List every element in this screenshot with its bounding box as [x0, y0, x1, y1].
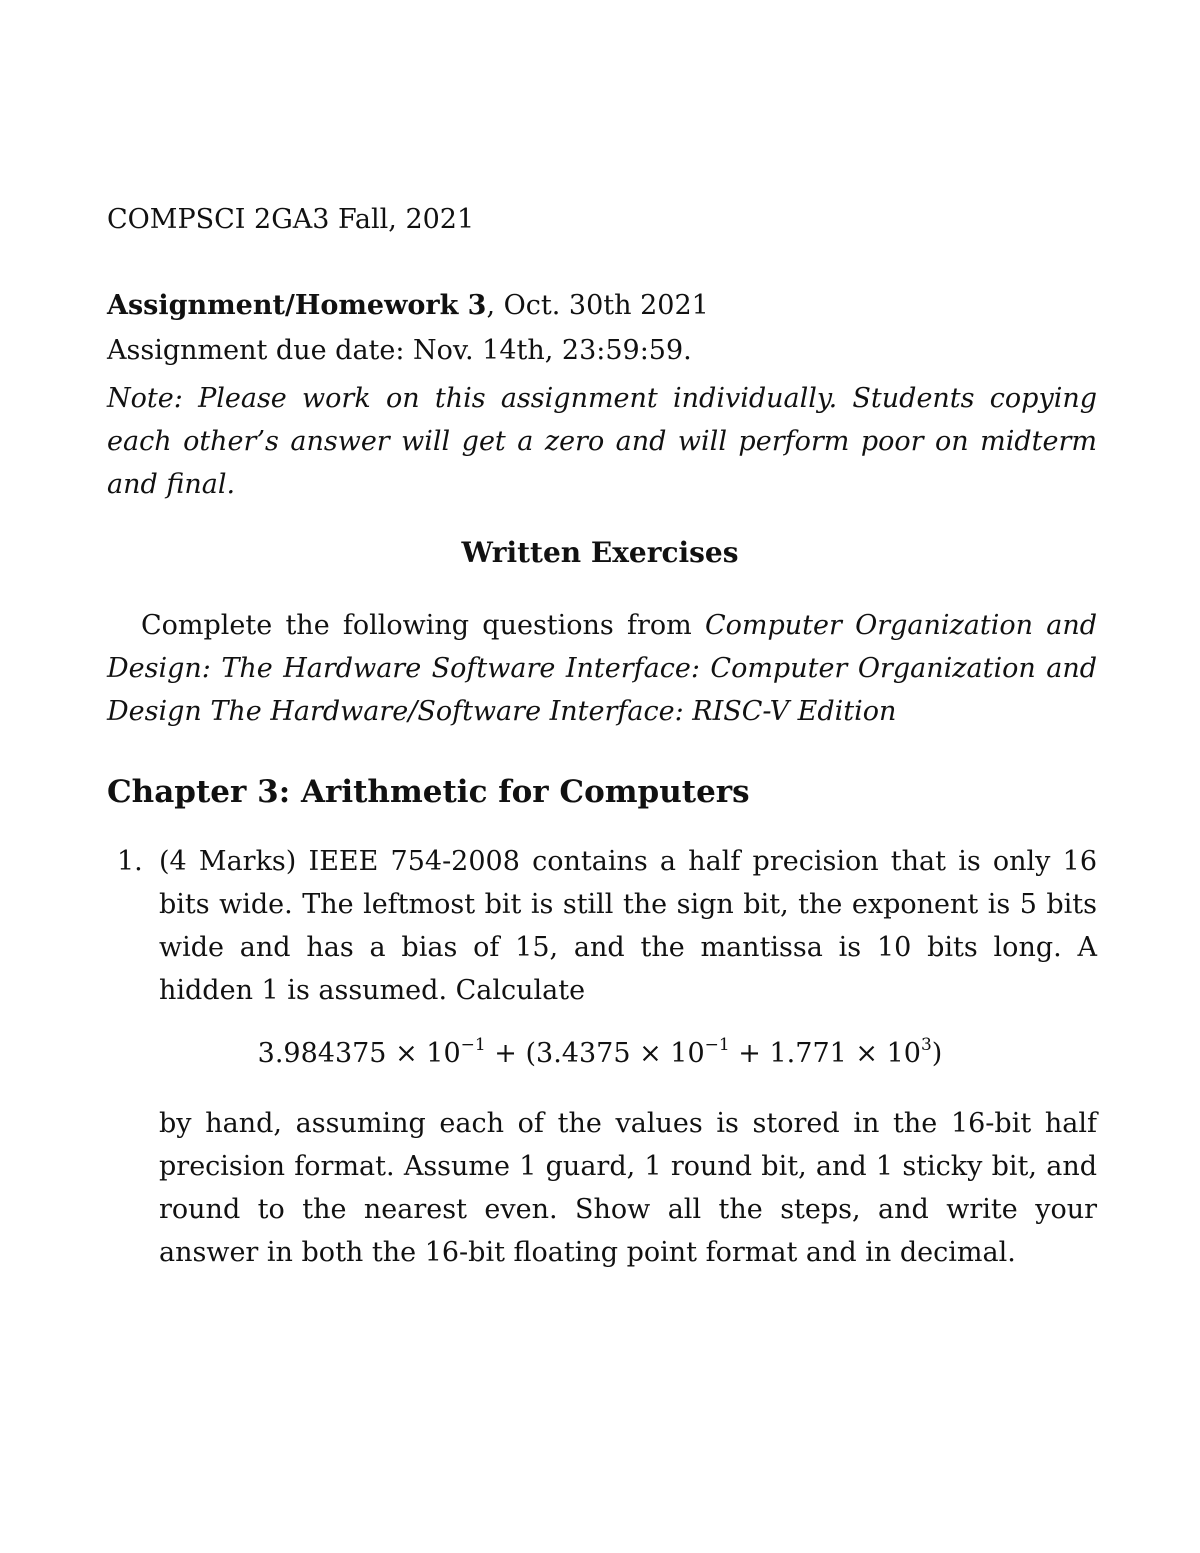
due-date: Assignment due date: Nov. 14th, 23:59:59. [107, 335, 692, 366]
exercises-intro [107, 604, 1097, 733]
assignment-date: , Oct. 30th 2021 [486, 290, 709, 321]
eq-part1: 3.984375 × 10 [257, 1038, 461, 1069]
eq-part3: + 1.771 × 10 [729, 1038, 921, 1069]
eq-exp1: −1 [460, 1035, 486, 1055]
book-title: Computer Organization and Design: The Hardware Software Interface: Computer Organization and Design The Hardware/Software Interface: RISC-V Edition [107, 610, 1097, 727]
question-text-instructions: by hand, assuming each of the values is stored in the 16-bit half precision format. Assume 1 guard, 1 round bit, and 1 sticky bit, and round to the nearest even. Show all the steps, and write your answer in both the 16-bit floating point format and in decimal. [159, 1108, 1097, 1268]
written-exercises-heading: Written Exercises [461, 536, 739, 569]
eq-part2: + (3.4375 × 10 [485, 1038, 705, 1069]
course-line: COMPSCI 2GA3 Fall, 2021 [107, 204, 475, 235]
eq-part4: ) [931, 1038, 943, 1069]
eq-exp2: −1 [704, 1035, 730, 1055]
question-number: 1. [117, 846, 143, 877]
individual-work-note: Note: Please work on this assignment individually. Students copying each other’s answer will get a zero and will perform poor on midterm and final. [107, 383, 1097, 500]
question-equation [0, 1035, 1200, 1070]
question-text-intro: (4 Marks) IEEE 754-2008 contains a half precision that is only 16 bits wide. The leftmost bit is still the sign bit, the exponent is 5 bits wide and has a bias of 15, and the mantissa is 10 bits long. A hidden 1 is assumed. Calculate [159, 846, 1097, 1006]
intro-prefix: Complete the following questions from [141, 610, 705, 641]
eq-exp3: 3 [920, 1035, 932, 1055]
assignment-title: Assignment/Homework 3 [107, 290, 487, 321]
assignment-heading [107, 292, 709, 319]
chapter-heading: Chapter 3: Arithmetic for Computers [107, 774, 750, 810]
